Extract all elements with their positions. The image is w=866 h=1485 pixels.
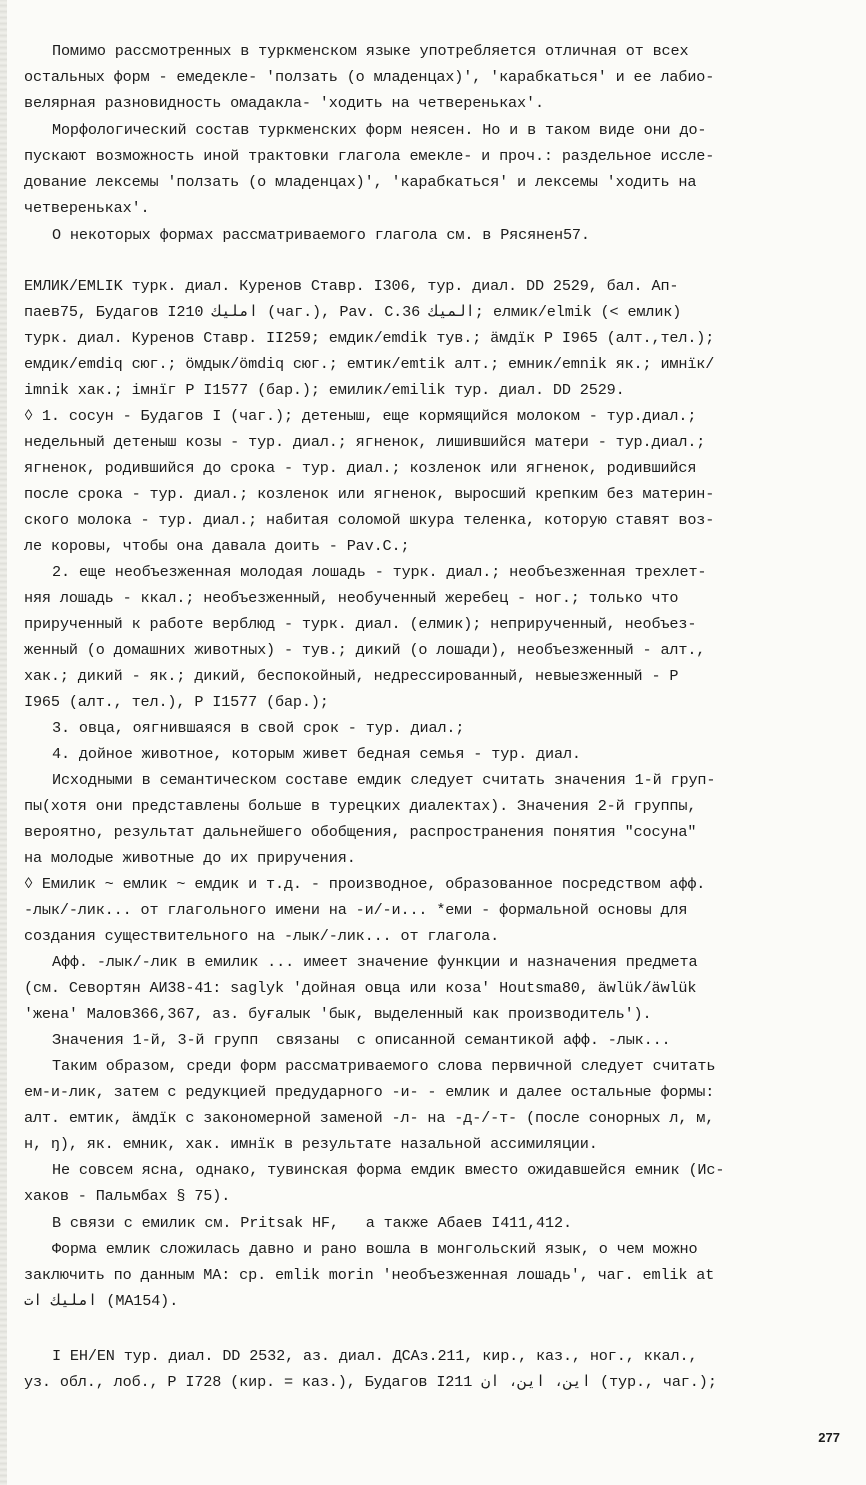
text-line: пускают возможность иной трактовки глагола емекле- и проч.: раздельное иссле- bbox=[24, 147, 715, 165]
text-line: 2. еще необъезженная молодая лошадь - турк. диал.; необъезженная трехлет- bbox=[52, 563, 707, 581]
text-line: Помимо рассмотренных в туркменском языке употребляется отличная от всех bbox=[52, 42, 689, 60]
text-line: велярная разновидность омадакла- 'ходить на четвереньках'. bbox=[24, 94, 544, 112]
text-line: (см. Севортян АИ38-41: saglyk 'дойная овца или коза' Houtsma80, äwlük/äwlük bbox=[24, 979, 697, 997]
scan-edge-shadow bbox=[0, 0, 7, 1485]
text-line: 3. овца, оягнившаяся в свой срок - тур. диал.; bbox=[52, 719, 465, 737]
text-line: 'жена' Малов366,367, аз. буғалык 'бык, выделенный как производитель'). bbox=[24, 1005, 652, 1023]
text-line: хак.; дикий - як.; дикий, беспокойный, недрессированный, невыезженный - Р bbox=[24, 667, 679, 685]
text-line: остальных форм - емедекле- 'ползать (о младенцах)', 'карабкаться' и ее лабио- bbox=[24, 68, 715, 86]
text-line: Афф. -лык/-лик в емилик ... имеет значение функции и назначения предмета bbox=[52, 953, 698, 971]
text-line: Таким образом, среди форм рассматриваемого слова первичной следует считать bbox=[52, 1057, 716, 1075]
text-line: ского молока - тур. диал.; набитая соломой шкура теленка, которую ставят воз- bbox=[24, 511, 715, 529]
text-line: ягненок, родившийся до срока - тур. диал.; козленок или ягненок, родившийся bbox=[24, 459, 697, 477]
text-line: Морфологический состав туркменских форм неясен. Но и в таком виде они до- bbox=[52, 121, 707, 139]
text-line: няя лошадь - ккал.; необъезженный, необученный жеребец - ног.; только что bbox=[24, 589, 679, 607]
text-line: после срока - тур. диал.; козленок или ягненок, выросший крепким без материн- bbox=[24, 485, 715, 503]
text-line: женный (о домашних животных) - тув.; дикий (о лошади), необъезженный - алт., bbox=[24, 641, 706, 659]
text-line: заключить по данным МА: ср. emlik morin 'необъезженная лошадь', чаг. emlik at bbox=[24, 1266, 715, 1284]
text-line: турк. диал. Куренов Ставр. II259; емдик/emdik тув.; ӓмдïк Р I965 (алт.,тел.); bbox=[24, 329, 715, 347]
text-line: четвереньках'. bbox=[24, 199, 150, 217]
text-line: уз. обл., лоб., Р I728 (кир. = каз.), Будагов I211 ﺍﯾﻦ، ﺍﯾﻦ، ﺍﻥ (тур., чаг.); bbox=[24, 1373, 717, 1391]
text-line: -лык/-лик... от глагольного имени на -и/-и... *еми - формальной основы для bbox=[24, 901, 688, 919]
text-line: ем-и-лик, затем с редукцией предударного -и- - емлик и далее остальные формы: bbox=[24, 1083, 715, 1101]
entry-headword-line: ЕМЛИК/ЕМLIK турк. диал. Куренов Ставр. I306, тур. диал. DD 2529, бал. Ап- bbox=[24, 277, 679, 295]
text-line: на молодые животные до их приручения. bbox=[24, 849, 356, 867]
page-number: 277 bbox=[818, 1430, 840, 1445]
text-line: ◊ Емилик ~ емлик ~ емдик и т.д. - производное, образованное посредством афф. bbox=[24, 875, 706, 893]
text-line: хаков - Пальмбах § 75). bbox=[24, 1187, 231, 1205]
text-line: Исходными в семантическом составе емдик следует считать значения 1-й груп- bbox=[52, 771, 716, 789]
text-line: пы(хотя они представлены больше в турецких диалектах). Значения 2-й группы, bbox=[24, 797, 697, 815]
text-line: 4. дойное животное, которым живет бедная семья - тур. диал. bbox=[52, 745, 581, 763]
text-line: недельный детеныш козы - тур. диал.; ягненок, лишившийся матери - тур.диал.; bbox=[24, 433, 706, 451]
text-line: создания существительного на -лык/-лик... от глагола. bbox=[24, 927, 500, 945]
text-line: ◊ 1. сосун - Будагов I (чаг.); детеныш, еще кормящийся молоком - тур.диал.; bbox=[24, 407, 697, 425]
text-line: н, ŋ), як. емник, хак. имнïк в результате назальной ассимиляции. bbox=[24, 1135, 598, 1153]
text-line: В связи с емилик см. Pritsak HF, а также Абаев I411,412. bbox=[52, 1214, 572, 1232]
text-line: паев75, Будагов I210 ﺍﻣﻠﯿﻚ (чаг.), Pav. C.36 ﺍﻟﻤﯿﻚ; елмик/elmik (< емлик) bbox=[24, 303, 682, 321]
text-line: алт. емтик, ӓмдïк с закономерной заменой -л- на -д-/-т- (после сонорных л, м, bbox=[24, 1109, 715, 1127]
entry-headword-line: I ЕН/ЕN тур. диал. DD 2532, аз. диал. ДСАз.211, кир., каз., ног., ккал., bbox=[52, 1347, 698, 1365]
text-line: imnik хак.; імнïг Р I1577 (бар.); емилик/emilik тур. диал. DD 2529. bbox=[24, 381, 625, 399]
text-line: вероятно, результат дальнейшего обобщения, распространения понятия "сосуна" bbox=[24, 823, 697, 841]
text-line: О некоторых формах рассматриваемого глагола см. в Рясянен57. bbox=[52, 226, 590, 244]
text-line: Не совсем ясна, однако, тувинская форма емдик вместо ожидавшейся емник (Ис- bbox=[52, 1161, 725, 1179]
text-line: I965 (алт., тел.), Р I1577 (бар.); bbox=[24, 693, 329, 711]
text-line: прирученный к работе верблюд - турк. диал. (елмик); неприрученный, необъез- bbox=[24, 615, 697, 633]
text-line: Форма емлик сложилась давно и рано вошла в монгольский язык, о чем можно bbox=[52, 1240, 698, 1258]
text-line: емдик/emdiq сюг.; ӧмдык/ömdiq сюг.; емтик/emtik алт.; емник/emnik як.; имнïк/ bbox=[24, 355, 715, 373]
text-line: ле коровы, чтобы она давала доить - Pav.C.; bbox=[24, 537, 410, 555]
text-line: дование лексемы 'ползать (о младенцах)', 'карабкаться' и лексемы 'ходить на bbox=[24, 173, 697, 191]
text-line: ﺍﻣﻠﯿﻚ ﺍﺕ (МА154). bbox=[24, 1292, 179, 1310]
text-line: Значения 1-й, 3-й групп связаны с описанной семантикой афф. -лык... bbox=[52, 1031, 671, 1049]
